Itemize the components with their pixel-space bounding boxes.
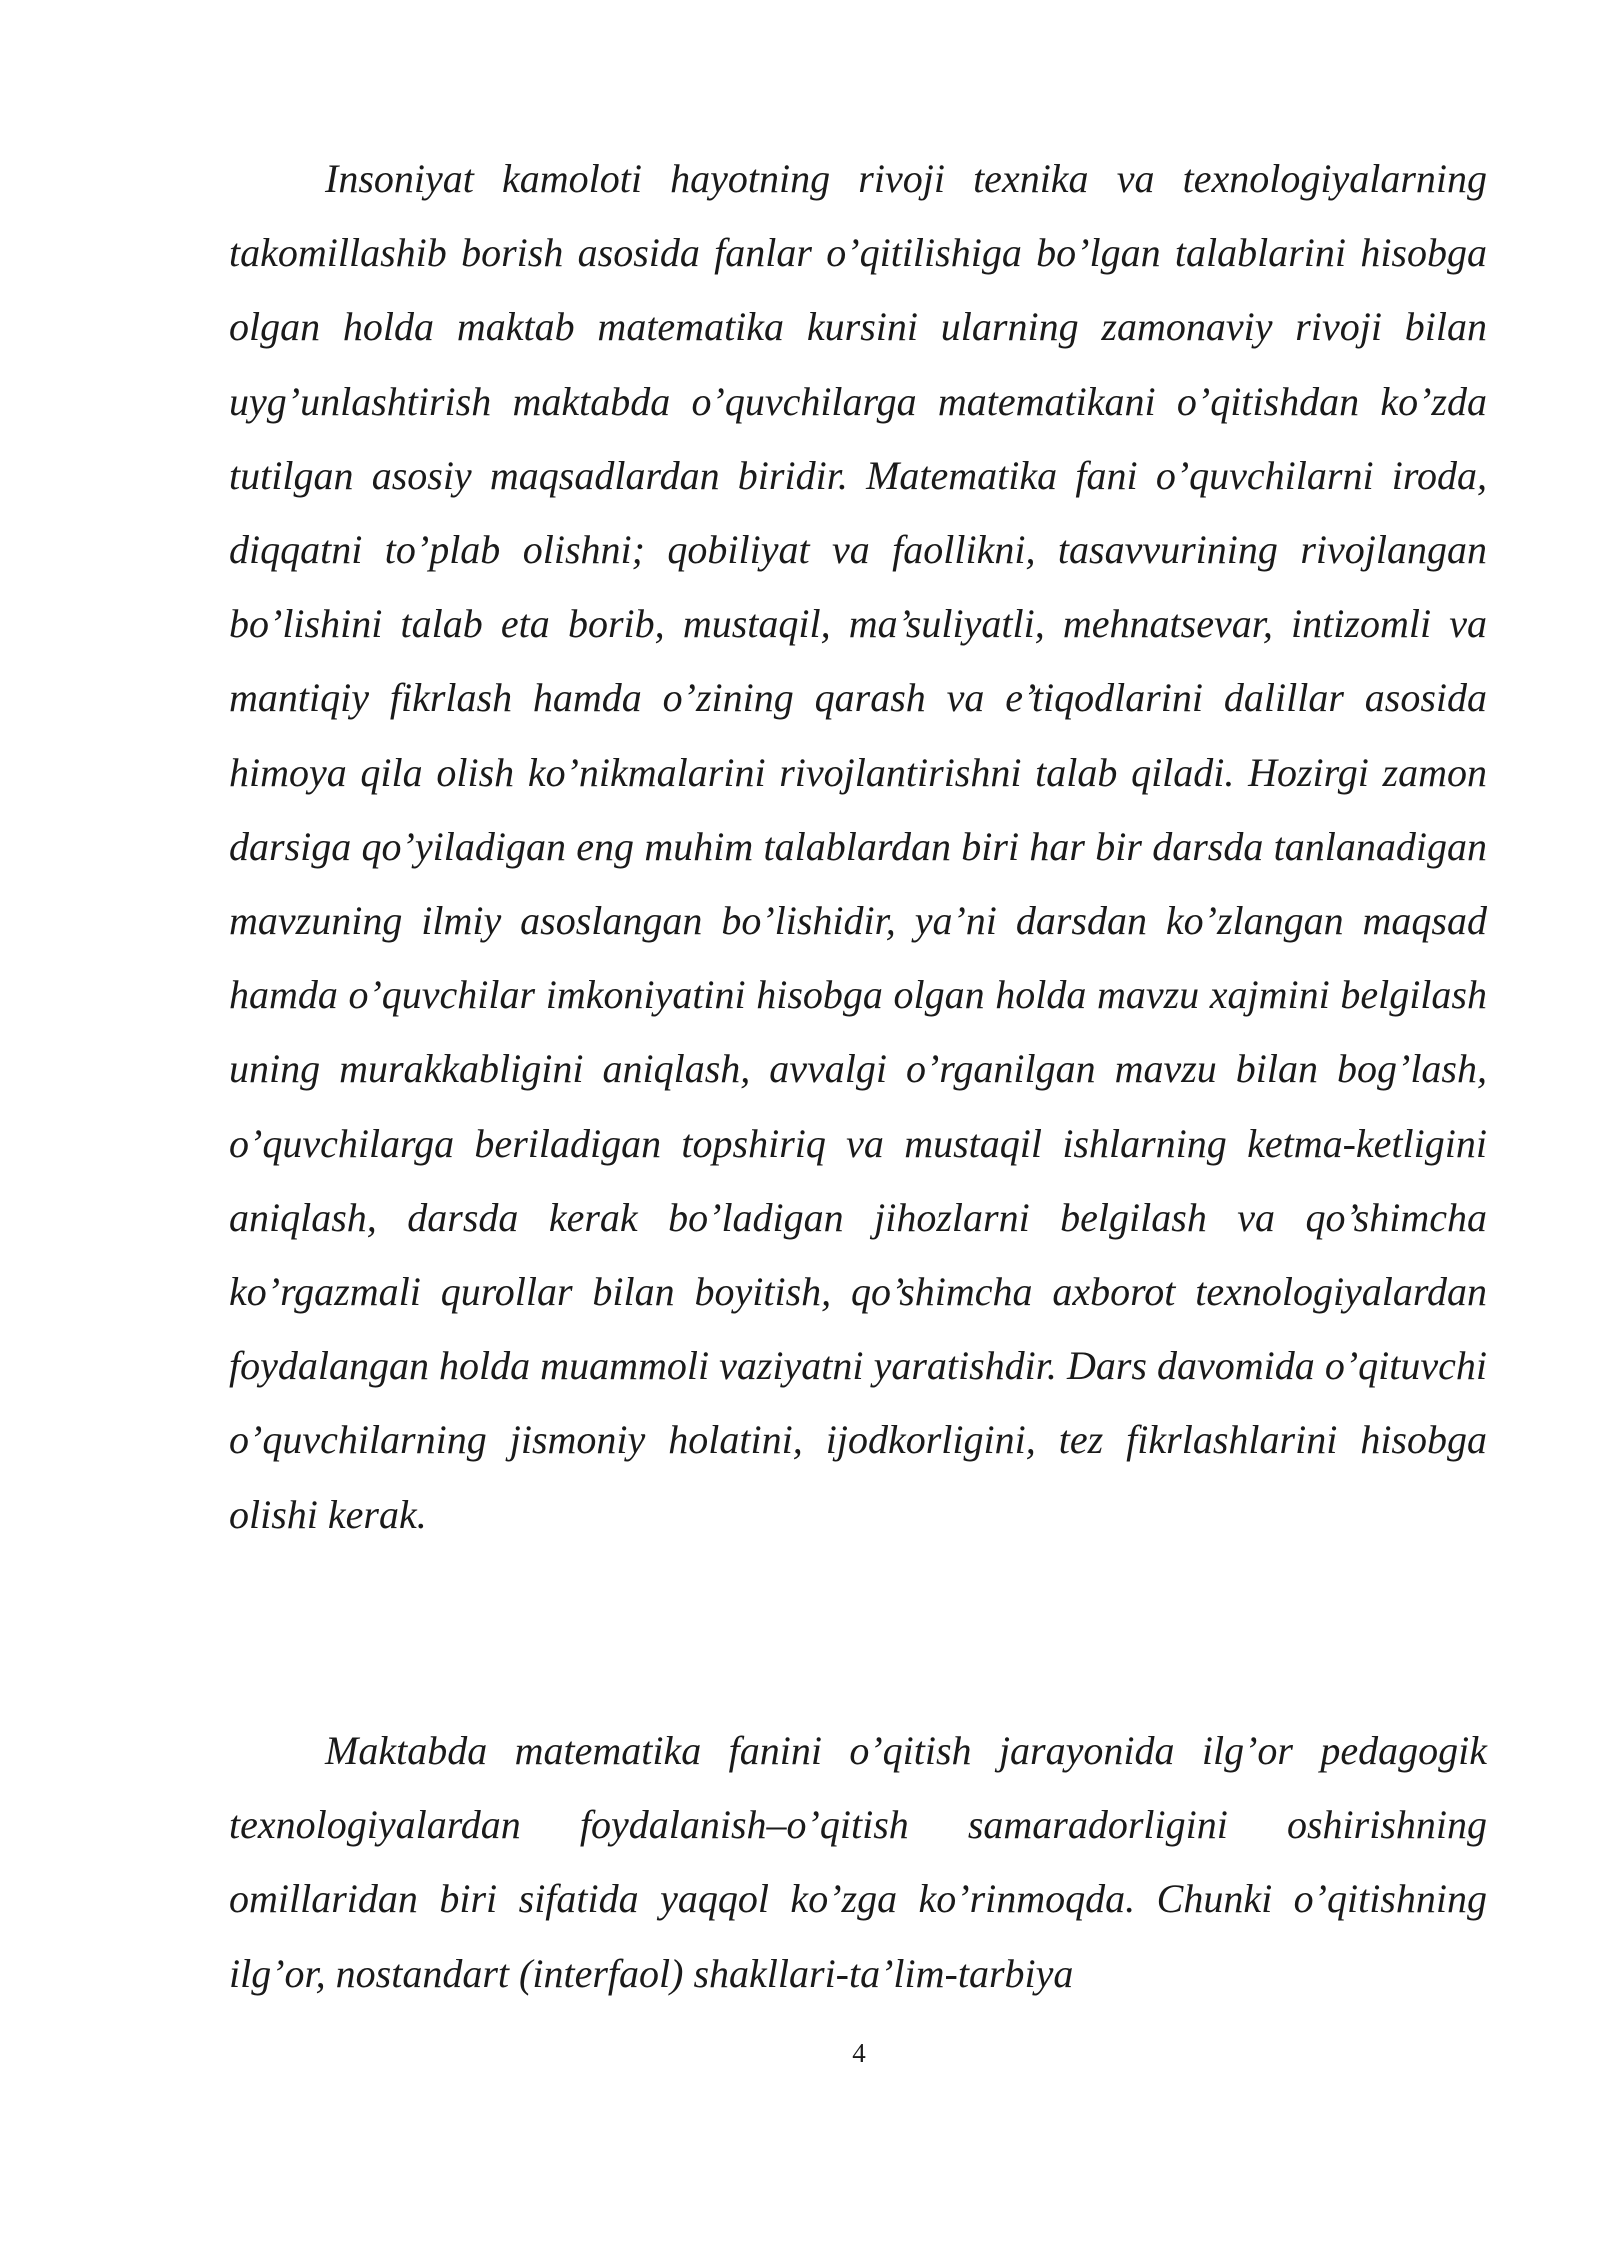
- paragraph-1: Insoniyat kamoloti hayotning rivoji texnika va texnologiyalarning takomillashib borish asosida fanlar o’qitilishiga bo’lgan talablarini hisobga olgan holda maktab matematika kursini ularning zamonaviy rivoji bilan uyg’unlashtirish maktabda o’quvchilarga matematikani o’qitishdan ko’zda tutilgan asosiy maqsadlardan biridir. Matematika fani o’quvchilarni iroda, diqqatni to’plab olishni; qobiliyat va faollikni, tasavvurining rivojlangan bo’lishini talab eta borib, mustaqil, ma’suliyatli, mehnatsevar, intizomli va mantiqiy fikrlash hamda o’zining qarash va e’tiqodlarini dalillar asosida himoya qila olish ko’nikmalarini rivojlantirishni talab qiladi. Hozirgi zamon darsiga qo’yiladigan eng muhim talablardan biri har bir darsda tanlanadigan mavzuning ilmiy asoslangan bo’lishidir, ya’ni darsdan ko’zlangan maqsad hamda o’quvchilar imkoniyatini hisobga olgan holda mavzu xajmini belgilash uning murakkabligini aniqlash, avvalgi o’rganilgan mavzu bilan bog’lash, o’quvchilarga beriladigan topshiriq va mustaqil ishlarning ketma-ketligini aniqlash, darsda kerak bo’ladigan jihozlarni belgilash va qo’shimcha ko’rgazmali qurollar bilan boyitish, qo’shimcha axborot texnologiyalardan foydalangan holda muammoli vaziyatni yaratishdir. Dars davomida o’qituvchi o’quvchilarning jismoniy holatini, ijodkorligini, tez fikrlashlarini hisobga olishi kerak.: [229, 156, 1487, 1537]
- paragraph-2: Maktabda matematika fanini o’qitish jarayonida ilg’or pedagogik texnologiyalardan foydalanish–o’qitish samaradorligini oshirishning omillaridan biri sifatida yaqqol ko’zga ko’rinmoqda. Chunki o’qitishning ilg’or, nostandart (interfaol) shakllari-ta’lim-tarbiya: [229, 1728, 1487, 1996]
- paragraph-1-container: [229, 142, 1487, 1552]
- page-number: 4: [852, 2038, 866, 2068]
- paragraph-2-container: [229, 1714, 1487, 2011]
